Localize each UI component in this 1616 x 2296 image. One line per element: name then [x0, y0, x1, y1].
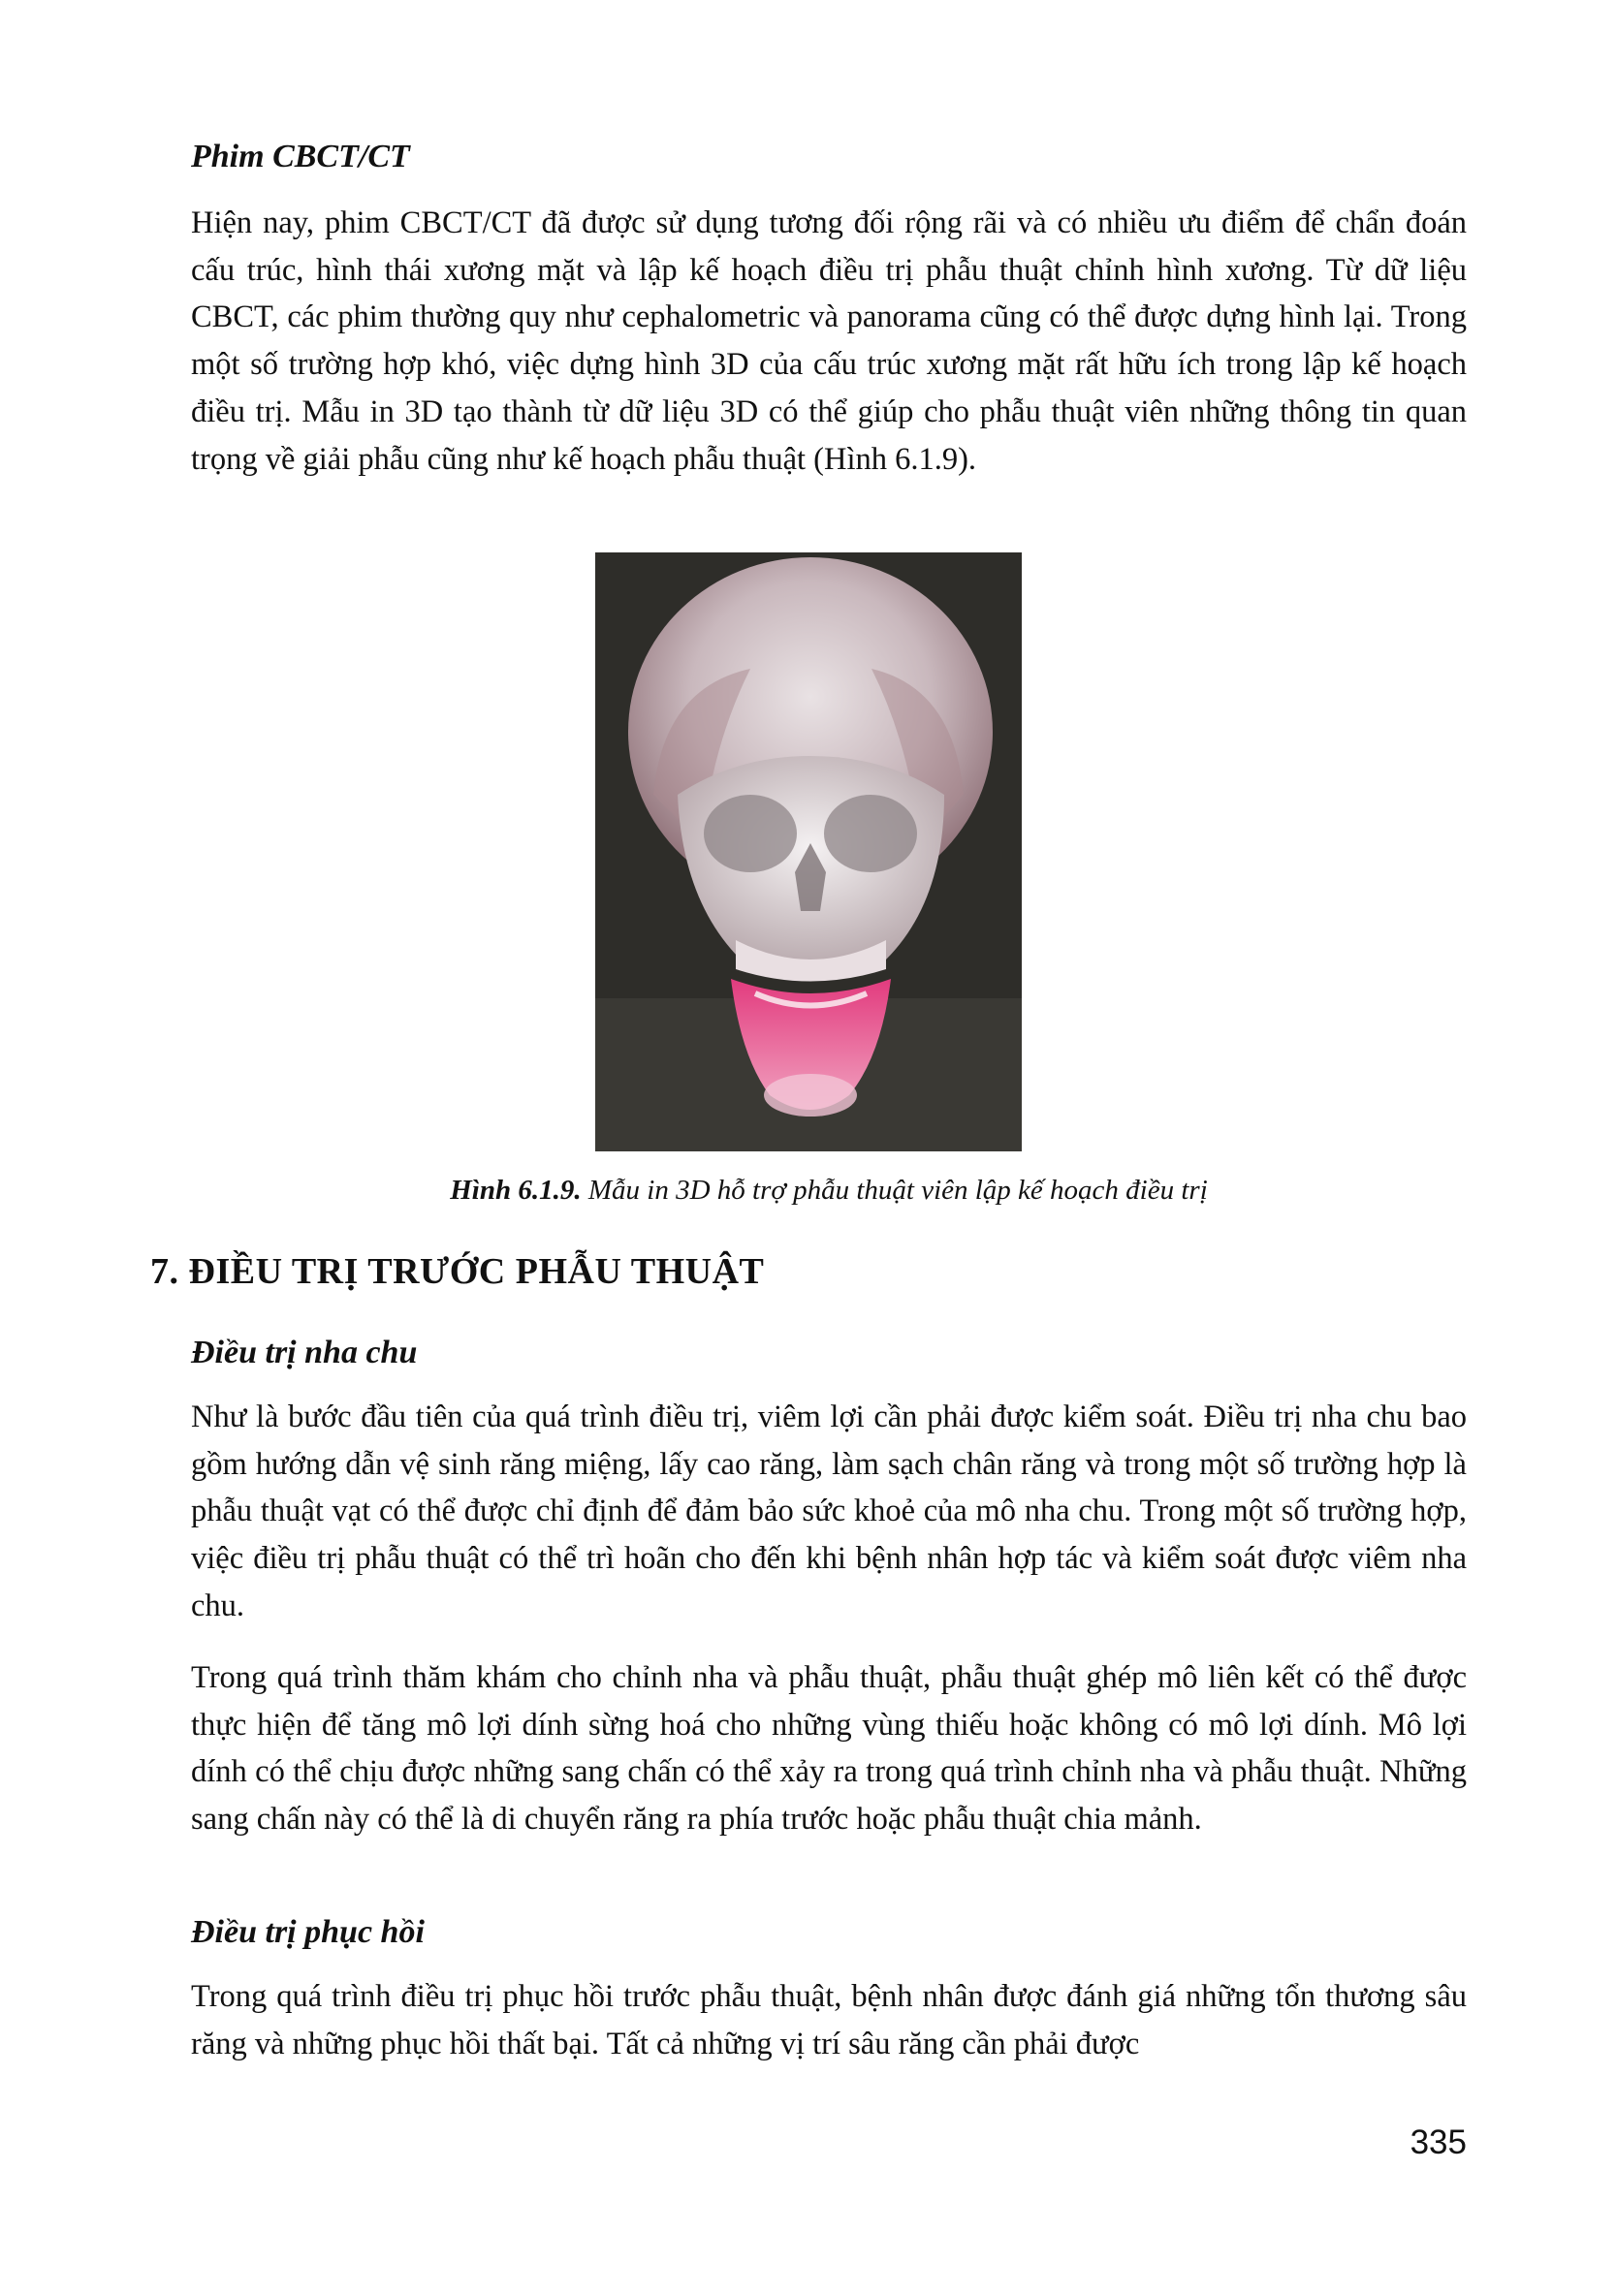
figure-label: Hình 6.1.9. — [450, 1175, 582, 1206]
section-title: 7. ĐIỀU TRỊ TRƯỚC PHẪU THUẬT — [150, 1251, 765, 1292]
paragraph-restorative: Trong quá trình điều trị phục hồi trước phẫu thuật, bệnh nhân được đánh giá những tổn thương sâu răng và những phục hồi thất bại. Tất cả những vị trí sâu răng cần phải được — [191, 1979, 1467, 2061]
paragraph-cbct: Hiện nay, phim CBCT/CT đã được sử dụng tương đối rộng rãi và có nhiều ưu điểm để chẩn đoán cấu trúc, hình thái xương mặt và lập kế hoạch điều trị phẫu thuật chỉnh hình xương. Từ dữ liệu CBCT, các phim thường quy như cephalometric và panorama cũng có thể được dựng hình lại. Trong một số trường hợp khó, việc dựng hình 3D của cấu trúc xương mặt rất hữu ích trong lập kế hoạch điều trị. Mẫu in 3D tạo thành từ dữ liệu 3D có thể giúp cho phẫu thuật viên những thông tin quan trọng về giải phẫu cũng như kế hoạch phẫu thuật (Hình 6.1.9). — [191, 205, 1467, 477]
subheading-periodontal: Điều trị nha chu — [191, 1335, 418, 1370]
figure-3d-skull-model — [595, 552, 1022, 1151]
paragraph-periodontal-1: Như là bước đầu tiên của quá trình điều trị, viêm lợi cần phải được kiểm soát. Điều trị nha chu bao gồm hướng dẫn vệ sinh răng miệng, lấy cao răng, làm sạch chân răng và trong một số trường hợp là phẫu thuật vạt có thể được chỉ định để đảm bảo sức khoẻ của mô nha chu. Trong một số trường hợp, việc điều trị phẫu thuật có thể trì hoãn cho đến khi bệnh nhân hợp tác và kiểm soát được viêm nha chu. — [191, 1400, 1467, 1623]
subheading-cbct: Phim CBCT/CT — [191, 139, 410, 174]
skull-photo — [595, 552, 1022, 1151]
figure-caption-text: Mẫu in 3D hỗ trợ phẫu thuật viên lập kế hoạch điều trị — [581, 1175, 1208, 1206]
subheading-restorative: Điều trị phục hồi — [191, 1914, 425, 1950]
page-number: 335 — [1410, 2123, 1467, 2161]
figure-caption — [191, 1173, 1467, 1208]
paragraph-periodontal-2: Trong quá trình thăm khám cho chỉnh nha và phẫu thuật, phẫu thuật ghép mô liên kết có thể được thực hiện để tăng mô lợi dính sừng hoá cho những vùng thiếu hoặc không có mô lợi dính. Mô lợi dính có thể chịu được những sang chấn có thể xảy ra trong quá trình chỉnh nha và phẫu thuật. Những sang chấn này có thể là di chuyển răng ra phía trước hoặc phẫu thuật chia mảnh. — [191, 1660, 1467, 1838]
